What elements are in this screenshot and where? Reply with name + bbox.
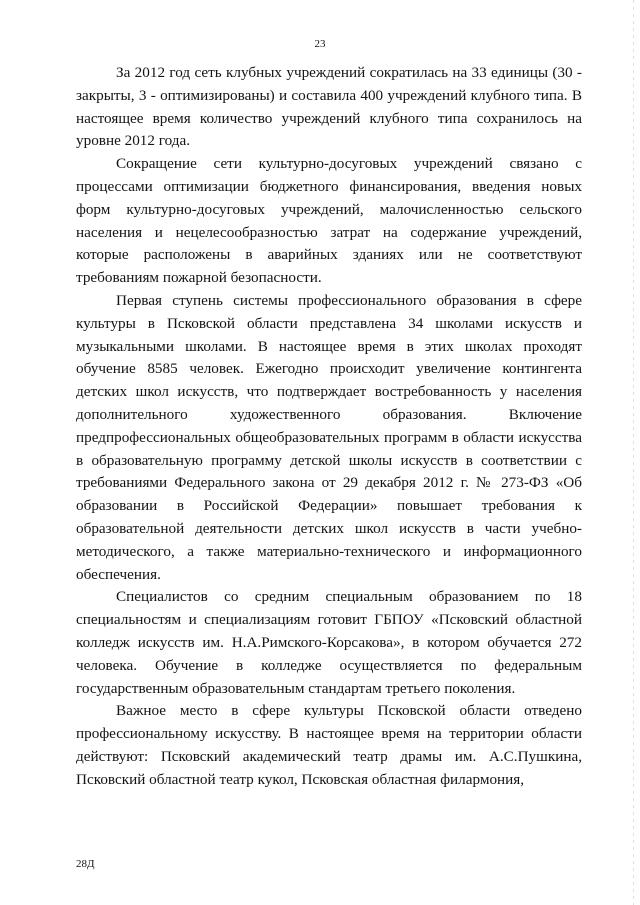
paragraph-professional-art: Важное место в сфере культуры Псковской области отведено профессиональному искусству. В настоящее время на территории области действуют: Псковский академический театр драмы им. А.С.Пушкина, Псковский областной театр кукол, Псковская областная филармония, [76,702,582,788]
paragraph-network-reduction: Сокращение сети культурно-досуговых учреждений связано с процессами оптимизации бюджетного финансирования, введения новых форм культурно-досуговых учреждений, малочисленностью сельского населения и нецелесообразностью затрат на содержание учреждений, которые расположены в аварийных зданиях или не соответствуют требованиям пожарной безопасности. [76,155,582,287]
page-number: 23 [314,38,326,50]
document-body [76,62,582,792]
paragraph-art-college: Специалистов со средним специальным образованием по 18 специальностям и специализациям готовит ГБПОУ «Псковский областной колледж искусств им. Н.А.Римского-Корсакова», в котором обучается 272 человека. Обучение в колледже осуществляется по федеральным государственным образовательным стандартам третьего поколения. [76,588,582,697]
paragraph-club-network: За 2012 год сеть клубных учреждений сократилась на 33 единицы (30 - закрыты, 3 - оптимизированы) и составила 400 учреждений клубного типа. В настоящее время количество учреждений клубного типа сохранилось на уровне 2012 года. [76,64,582,150]
footer-code: 28Д [76,858,95,870]
paragraph-art-schools: Первая ступень системы профессионального образования в сфере культуры в Псковской области представлена 34 школами искусств и музыкальными школами. В настоящее время в этих школах проходят обучение 8585 человек. Ежегодно происходит увеличение контингента детских школ искусств, что подтверждает востребованность у населения дополнительного художественного образования. Включение предпрофессиональных общеобразовательных программ в области искусства в образовательную программу детской школы искусств в соответствии с требованиями Федерального закона от 29 декабря 2012 г. № 273-ФЗ «Об образовании в Российской Федерации» повышает требования к образовательной деятельности детских школ искусств в части учебно-методического, а также материально-технического и информационного обеспечения. [76,291,582,583]
scan-edge-artifact [633,0,634,905]
